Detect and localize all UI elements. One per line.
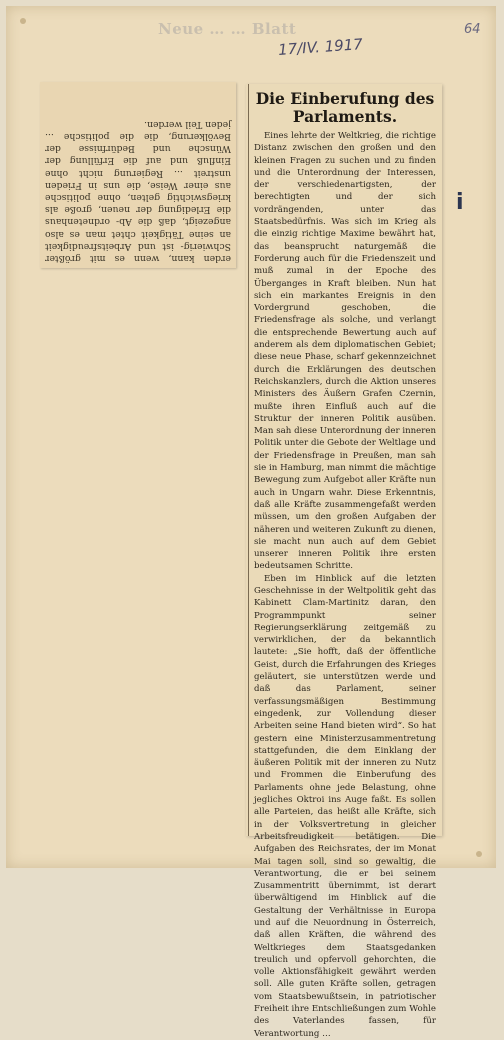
handwritten-date: 17/IV. 1917 bbox=[277, 35, 364, 59]
sheet-hole bbox=[476, 851, 482, 857]
article-paragraph: Eines lehrte der Weltkrieg, die richtige Distanz zwischen den großen und den kleinen Fragen zu suchen und zu finden und die Unterordnung der Interessen, der verschiedenartigsten, der berechtigten und der sich vordrängenden, unter das Staatsbedürfnis. Was sich im Krieg als die einzig richtige Maxime bewährt hat, das beansprucht naturgemäß die Forderung auch für die Friedenszeit und muß zumal in der Epoche des Überganges in Kraft bleiben. Nun hat sich ein markantes Ereignis in den Vordergrund geschoben, die Friedensfrage als solche, und verlangt die entsprechende Bewertung auch auf anderem als dem diplomatischen Gebiet; diese neue Phase, scharf gekennzeichnet durch die Erklärungen des deutschen Reichskanzlers, durch die Aktion unseres Ministers des Äußern Grafen Czernin, mußte ihren Einfluß auch auf die Struktur der inneren Politik ausüben. Man sah diese Unterordnung der inneren Politik unter die Gebote der Weltlage und der Friedensfrage in Preußen, man sah sie in Hamburg, man nimmt die mächtige Bewegung zum Aufgebot aller Kräfte nun auch in Ungarn wahr. Diese Erkenntnis, daß alle Kräfte zusammengefaßt werden müssen, um den großen Aufgaben der näheren und weiteren Zukunft zu dienen, sie macht nun auch auf dem Gebiet unserer inneren Politik ihre ersten bedeutsamen Schritte. bbox=[254, 131, 436, 572]
column-rule bbox=[248, 84, 249, 836]
margin-annotation-mark: i bbox=[456, 190, 464, 215]
upside-down-clipping bbox=[40, 82, 236, 268]
article-clipping bbox=[246, 84, 442, 1039]
article-paragraph: Eben im Hinblick auf die letzten Geschehnisse in der Weltpolitik geht das Kabinett Clam-Martinitz daran, den Programmpunkt seiner Regierungserklärung zeitgemäß zu verwirklichen, der da bekanntlich lautete: „Sie hofft, daß der öffentliche Geist, durch die Erfahrungen des Krieges geläutert, sie unterstützen werde und daß das Parlament, seiner verfassungsmäßigen Bestimmung eingedenk, zur Vollendung dieser Arbeiten seine Hand bieten wird“. So hat gestern eine Ministerzusammentretung stattgefunden, die dem Einklang der äußeren Politik mit der inneren zu Nutz und Frommen die Einberufung des Parlaments ohne jede Belastung, ohne jegliches Oktroi ins Auge faßt. Es sollen alle Parteien, das heißt alle Kräfte, sich in der Volksvertretung in gleicher Arbeitsfreudigkeit betätigen. Die Aufgaben des Reichsrates, der im Monat Mai tagen soll, sind so gewaltig, die Verantwortung, die er bei seinem Zusammentritt übernimmt, ist derart überwältigend im Hinblick auf die Gestaltung der Verhältnisse in Europa und auf die Neuordnung in Österreich, daß allen Kräften, die während des Weltkrieges dem Staatsgedanken treulich und opfervoll gehorchten, die volle Aktionsfähigkeit gewährt werden soll. Alle guten Kräfte sollen, getragen vom Staatsbewußtsein, in patriotischer Freiheit ihre Entschließungen zum Wohle des Vaterlandes fassen, für Verantwortung … bbox=[254, 573, 436, 1039]
newspaper-stamp: Neue … … Blatt bbox=[158, 20, 297, 38]
page-number: 64 bbox=[464, 22, 481, 37]
article-headline: Die Einberufung des Parlaments. bbox=[255, 89, 435, 126]
sheet-hole bbox=[20, 18, 26, 24]
article-body bbox=[254, 130, 436, 1040]
upside-down-clipping-text: erden kann, wenn es mit größter Schwierig- ist und Arbeitsfreudigkeit an seine Tätigkeit chtet man es also angezeigt, daß die Ab- ordnetenhaus die Erledigung der neuen, große als kriegswichtig gelten, ohne politische aus einer Weise, die uns in Frieden unstreit ... Regierung nicht ohne Einfluß und auf die Erfüllung der Wünsche und Bedürfnisse der Bevölkerung, die die politische ... jeden Teil werden. bbox=[45, 118, 231, 264]
